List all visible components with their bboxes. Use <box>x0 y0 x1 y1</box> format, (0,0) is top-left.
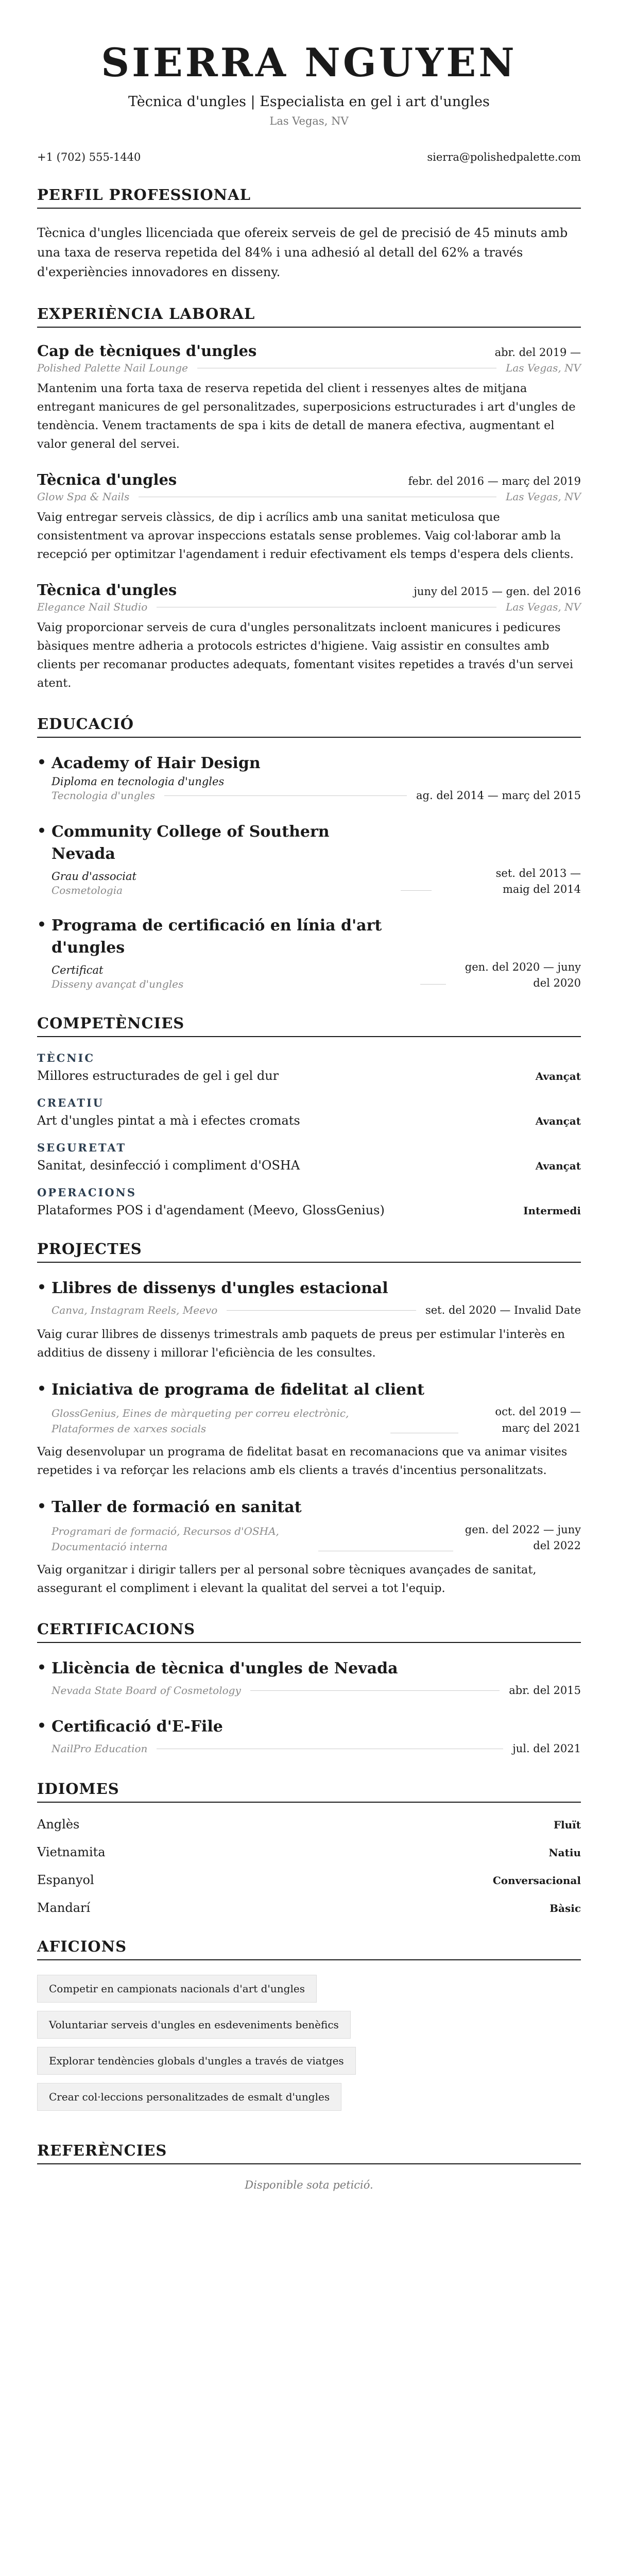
section-heading: EXPERIÈNCIA LABORAL <box>37 305 581 328</box>
bullet-icon: • <box>37 1717 46 1734</box>
summary-section <box>37 186 581 282</box>
section-heading: AFICIONS <box>37 1938 581 1960</box>
skills-section <box>37 1014 581 1217</box>
skill-level: Avançat <box>535 1159 581 1172</box>
job-company: Elegance Nail Studio <box>37 600 148 613</box>
leader-line <box>250 1690 500 1691</box>
language-row <box>37 1845 581 1859</box>
project-dates: gen. del 2022 — juny del 2022 <box>465 1523 581 1552</box>
skill-category: CREATIU <box>37 1096 105 1109</box>
section-heading: IDIOMES <box>37 1780 581 1803</box>
leader-line <box>164 795 407 796</box>
skill-row <box>37 1158 581 1173</box>
education-section <box>37 715 581 992</box>
skill-name: Millores estructurades de gel i gel dur <box>37 1068 279 1083</box>
project-title: Llibres de dissenys d'ungles estacional <box>52 1279 388 1297</box>
language-row <box>37 1901 581 1915</box>
education-dates: gen. del 2020 — juny del 2020 <box>465 960 581 990</box>
language-row <box>37 1817 581 1832</box>
project-description: Vaig desenvolupar un programa de fidelitat basat en recomanacions que va animar visites repetides i va reforçar les relacions amb els clients a través d'incentius personalitzats. <box>37 1445 568 1478</box>
certification-name: Llicència de tècnica d'ungles de Nevada <box>52 1659 398 1677</box>
references-section <box>37 2142 581 2191</box>
candidate-name: SIERRA NGUYEN <box>101 40 517 86</box>
skill-row <box>37 1113 581 1128</box>
language-name: Espanyol <box>37 1872 94 1887</box>
certification-name: Certificació d'E-File <box>52 1717 223 1736</box>
degree-name: Grau d'associat <box>52 870 136 883</box>
certification-date: abr. del 2015 <box>509 1684 581 1697</box>
job-title: Tècnica d'ungles <box>37 581 177 599</box>
school-name: Community College of Southern Nevada <box>52 822 330 863</box>
skill-name: Art d'ungles pintat a mà i efectes cromats <box>37 1113 300 1128</box>
education-entry <box>37 914 581 992</box>
project-description: Vaig curar llibres de dissenys trimestrals amb paquets de preus per estimular l'interès en additius de disseny i millorar l'eficiència de les consultes. <box>37 1327 565 1360</box>
candidate-title: Tècnica d'ungles | Especialista en gel i art d'ungles <box>128 93 490 110</box>
project-tools: Canva, Instagram Reels, Meevo <box>52 1304 218 1317</box>
bullet-icon: • <box>37 1380 46 1397</box>
job-entry <box>37 471 581 564</box>
bullet-icon: • <box>37 1498 46 1515</box>
section-heading: EDUCACIÓ <box>37 715 581 738</box>
project-title: Iniciativa de programa de fidelitat al client <box>52 1380 424 1399</box>
skill-category: SEGURETAT <box>37 1141 127 1154</box>
summary-text: Tècnica d'ungles llicenciada que ofereix serveis de gel de precisió de 45 minuts amb una taxa de reserva repetida del 84% i una adhesió al detall del 62% a través d'experiències innovadores en disseny. <box>37 225 568 280</box>
skill-category: TÈCNIC <box>37 1051 95 1064</box>
skill-level: Avançat <box>535 1114 581 1127</box>
job-title: Cap de tècniques d'ungles <box>37 342 257 360</box>
section-heading: PERFIL PROFESSIONAL <box>37 186 581 209</box>
skill-name: Sanitat, desinfecció i compliment d'OSHA <box>37 1158 300 1173</box>
job-entry <box>37 581 581 692</box>
project-description: Vaig organitzar i dirigir tallers per al personal sobre tècniques avançades de sanitat, assegurant el compliment i elevant la qualitat del servei a tot l'equip. <box>37 1563 537 1595</box>
language-level: Bàsic <box>550 1902 581 1914</box>
language-row <box>37 1873 581 1887</box>
project-tools: GlossGenius, Eines de màrqueting per correu electrònic, Plataformes de xarxes socials <box>52 1407 349 1435</box>
language-name: Anglès <box>37 1817 80 1832</box>
skill-name: Plataformes POS i d'agendament (Meevo, GlossGenius) <box>37 1202 385 1217</box>
language-level: Conversacional <box>492 1874 581 1887</box>
resume-header <box>37 41 581 127</box>
project-dates: set. del 2020 — Invalid Date <box>425 1304 581 1317</box>
skill-category: OPERACIONS <box>37 1185 137 1199</box>
degree-name: Diploma en tecnologia d'ungles <box>52 775 225 788</box>
section-heading: REFERÈNCIES <box>37 2142 581 2164</box>
references-text: Disponible sota petició. <box>245 2178 373 2191</box>
leader-line <box>401 890 432 891</box>
job-description: Vaig proporcionar serveis de cura d'ungles personalitzats incloent manicures i pedicures bàsiques mentre adheria a protocols estrictes d'higiene. Vaig assistir en consultes amb clients per recomanar productes adequats, fomentant visites repetides a través d'un servei atent. <box>37 620 573 690</box>
certification-issuer: Nevada State Board of Cosmetology <box>52 1684 241 1697</box>
education-dates: set. del 2013 — maig del 2014 <box>495 867 581 896</box>
skill-level: Avançat <box>535 1070 581 1082</box>
school-name: Programa de certificació en línia d'art d'ungles <box>52 916 382 957</box>
job-title: Tècnica d'ungles <box>37 470 177 488</box>
language-level: Natiu <box>548 1846 581 1859</box>
job-location: Las Vegas, NV <box>506 490 581 503</box>
bullet-icon: • <box>37 916 46 933</box>
project-dates: oct. del 2019 — març del 2021 <box>495 1405 581 1434</box>
leader-line <box>227 1310 416 1311</box>
bullet-icon: • <box>37 1278 46 1296</box>
candidate-location: Las Vegas, NV <box>269 114 349 127</box>
contact-row <box>37 151 581 163</box>
bullet-icon: • <box>37 1658 46 1676</box>
education-entry <box>37 821 581 898</box>
job-company: Polished Palette Nail Lounge <box>37 361 188 374</box>
language-name: Vietnamita <box>37 1844 106 1859</box>
hobby-tag: Crear col·leccions personalitzades de esmalt d'ungles <box>37 2083 341 2111</box>
field-of-study: Disseny avançat d'ungles <box>52 977 184 990</box>
experience-section <box>37 305 581 692</box>
job-dates: abr. del 2019 — <box>494 346 581 359</box>
certification-entry <box>37 1657 581 1699</box>
section-heading: PROJECTES <box>37 1240 581 1263</box>
job-location: Las Vegas, NV <box>506 600 581 613</box>
phone-number: +1 (702) 555-1440 <box>37 150 141 163</box>
job-description: Mantenim una forta taxa de reserva repetida del client i ressenyes altes de mitjana entregant manicures de gel personalitzades, superposicions estructurades i art d'ungles de tendència. Venem tractaments de spa i kits de detall de manera efectiva, augmentant el valor general del servei. <box>37 381 576 451</box>
projects-section <box>37 1240 581 1598</box>
hobby-tag: Voluntariar serveis d'ungles en esdeveniments benèfics <box>37 2011 351 2039</box>
field-of-study: Tecnologia d'ungles <box>52 789 156 802</box>
project-entry <box>37 1496 581 1598</box>
project-tools: Programari de formació, Recursos d'OSHA, Documentació interna <box>52 1524 279 1553</box>
job-location: Las Vegas, NV <box>506 361 581 374</box>
hobby-tag: Explorar tendències globals d'ungles a través de viatges <box>37 2047 356 2075</box>
languages-section <box>37 1780 581 1915</box>
section-heading: COMPETÈNCIES <box>37 1014 581 1037</box>
language-level: Fluït <box>553 1818 581 1831</box>
education-entry <box>37 752 581 804</box>
job-description: Vaig entregar serveis clàssics, de dip i acrílics amb una sanitat meticulosa que consistentment va aprovar inspeccions estatals sense problemes. Vaig col·laborar amb la recepció per optimitzar l'agendament i reduir efectivament els temps d'espera dels clients. <box>37 510 574 561</box>
certifications-section <box>37 1620 581 1757</box>
degree-name: Certificat <box>52 963 104 976</box>
hobby-tag: Competir en campionats nacionals d'art d'ungles <box>37 1975 317 2003</box>
leader-line <box>420 984 446 985</box>
project-entry <box>37 1379 581 1480</box>
language-name: Mandarí <box>37 1900 91 1915</box>
project-entry <box>37 1277 581 1362</box>
certification-issuer: NailPro Education <box>52 1742 148 1755</box>
job-dates: juny del 2015 — gen. del 2016 <box>414 585 581 598</box>
school-name: Academy of Hair Design <box>52 754 261 772</box>
job-dates: febr. del 2016 — març del 2019 <box>408 474 581 487</box>
section-heading: CERTIFICACIONS <box>37 1620 581 1643</box>
project-title: Taller de formació en sanitat <box>52 1498 302 1517</box>
certification-date: jul. del 2021 <box>512 1742 581 1755</box>
field-of-study: Cosmetologia <box>52 884 123 896</box>
bullet-icon: • <box>37 753 46 771</box>
hobbies-section <box>37 1938 581 2119</box>
bullet-icon: • <box>37 822 46 839</box>
education-dates: ag. del 2014 — març del 2015 <box>416 789 581 802</box>
skill-row <box>37 1203 581 1217</box>
skill-level: Intermedi <box>523 1204 581 1217</box>
job-entry <box>37 342 581 453</box>
email-address: sierra@polishedpalette.com <box>427 150 581 163</box>
job-company: Glow Spa & Nails <box>37 490 130 503</box>
skill-row <box>37 1069 581 1083</box>
certification-entry <box>37 1716 581 1757</box>
